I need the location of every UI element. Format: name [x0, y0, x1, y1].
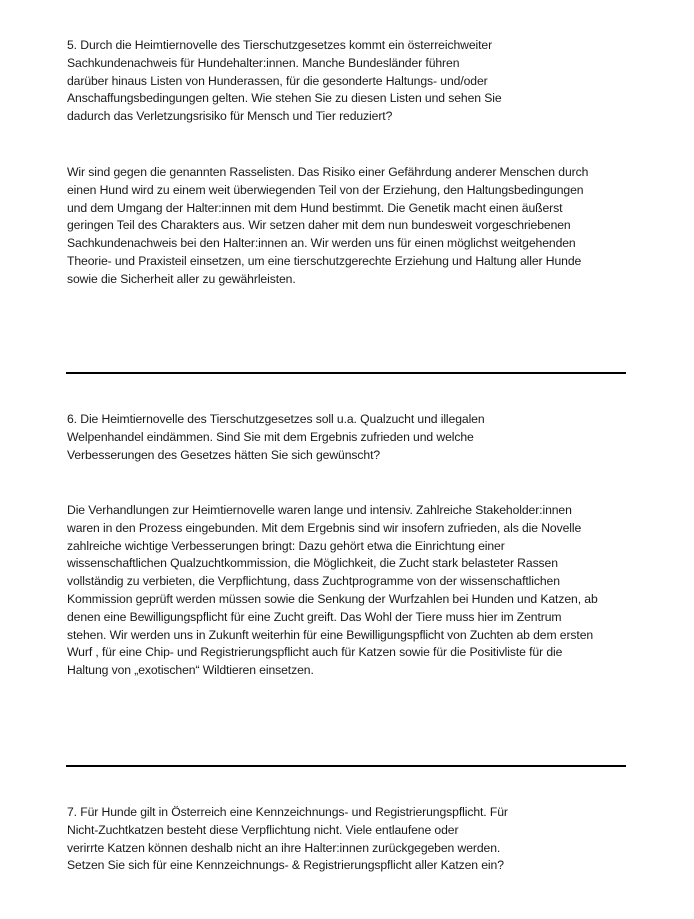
- question-line: Sachkundenachweis für Hundehalter:innen. Manche Bundesländer führen: [67, 55, 460, 70]
- answer-line: wissenschaftlichen Qualzuchtkommission, die Möglichkeit, die Zucht stark belasteter Rassen: [67, 556, 558, 571]
- answer-line: denen eine Bewilligungspflicht für eine Zucht greift. Das Wohl der Tiere muss hier im Zentrum: [67, 609, 562, 624]
- question-line: Anschaffungsbedingungen gelten. Wie stehen Sie zu diesen Listen und sehen Sie: [67, 91, 502, 106]
- answer-line: Haltung von „exotischen“ Wildtieren einsetzen.: [67, 663, 314, 678]
- question-6: [67, 411, 627, 464]
- answer-line: stehen. Wir werden uns in Zukunft weiterhin für eine Bewilligungspflicht von Zuchten ab dem ersten: [67, 627, 594, 642]
- answer-line: Wir sind gegen die genannten Rasselisten. Das Risiko einer Gefährdung anderer Menschen durch: [67, 165, 589, 179]
- answer-6: [67, 502, 627, 680]
- question-line: verirrte Katzen können deshalb nicht an ihre Halter:innen zurückgegeben werden.: [67, 840, 501, 855]
- answer-line: geringen Teil des Charakters aus. Wir setzen daher mit dem nun bundesweit vorgeschriebenen: [67, 218, 571, 233]
- answer-line: waren in den Prozess eingebunden. Mit dem Ergebnis sind wir insofern zufrieden, als die Novelle: [67, 520, 582, 535]
- question-line: 6. Die Heimtiernovelle des Tierschutzgesetzes soll u.a. Qualzucht und illegalen: [67, 412, 485, 426]
- question-line: dadurch das Verletzungsrisiko für Mensch und Tier reduziert?: [67, 109, 393, 124]
- section-divider: [66, 372, 626, 374]
- question-line: darüber hinaus Listen von Hunderassen, für die gesonderte Haltungs- und/oder: [67, 73, 488, 88]
- answer-line: zahlreiche wichtige Verbesserungen bringt: Dazu gehört etwa die Einrichtung einer: [67, 538, 505, 553]
- question-line: Setzen Sie sich für eine Kennzeichnungs- & Registrierungspflicht aller Katzen ein?: [67, 858, 504, 873]
- question-line: 7. Für Hunde gilt in Österreich eine Kennzeichnungs- und Registrierungspflicht. Für: [67, 805, 508, 819]
- question-7: [67, 804, 627, 875]
- answer-line: Kommission geprüft werden müssen sowie die Senkung der Wurfzahlen bei Hunden und Katzen, ab: [67, 591, 598, 606]
- answer-line: Die Verhandlungen zur Heimtiernovelle waren lange und intensiv. Zahlreiche Stakeholder:innen: [67, 503, 572, 517]
- answer-line: und dem Umgang der Halter:innen mit dem Hund bestimmt. Die Genetik macht einen äußerst: [67, 200, 563, 215]
- answer-line: vollständig zu verbieten, die Verpflichtung, dass Zuchtprogramme von der wissenschaftlichen: [67, 574, 560, 589]
- answer-line: Sachkundenachweis bei den Halter:innen an. Wir werden uns für einen möglichst weitgehenden: [67, 236, 576, 251]
- answer-line: einen Hund wird zu einem weit überwiegenden Teil von der Erziehung, den Haltungsbedingungen: [67, 182, 584, 197]
- question-5: [67, 37, 627, 126]
- section-divider: [66, 765, 626, 767]
- answer-line: Theorie- und Praxisteil einsetzen, um eine tierschutzgerechte Erziehung und Haltung aller Hunde: [67, 253, 582, 268]
- question-line: 5. Durch die Heimtiernovelle des Tierschutzgesetzes kommt ein österreichweiter: [67, 38, 493, 52]
- question-line: Nicht-Zuchtkatzen besteht diese Verpflichtung nicht. Viele entlaufene oder: [67, 822, 459, 837]
- answer-5: [67, 164, 627, 289]
- answer-line: Wurf , für eine Chip- und Registrierungspflicht auch für Katzen sowie für die Positivliste für die: [67, 645, 563, 660]
- question-line: Verbesserungen des Gesetzes hätten Sie sich gewünscht?: [67, 447, 381, 462]
- question-line: Welpenhandel eindämmen. Sind Sie mit dem Ergebnis zufrieden und welche: [67, 429, 474, 444]
- answer-line: sowie die Sicherheit aller zu gewährleisten.: [67, 271, 296, 286]
